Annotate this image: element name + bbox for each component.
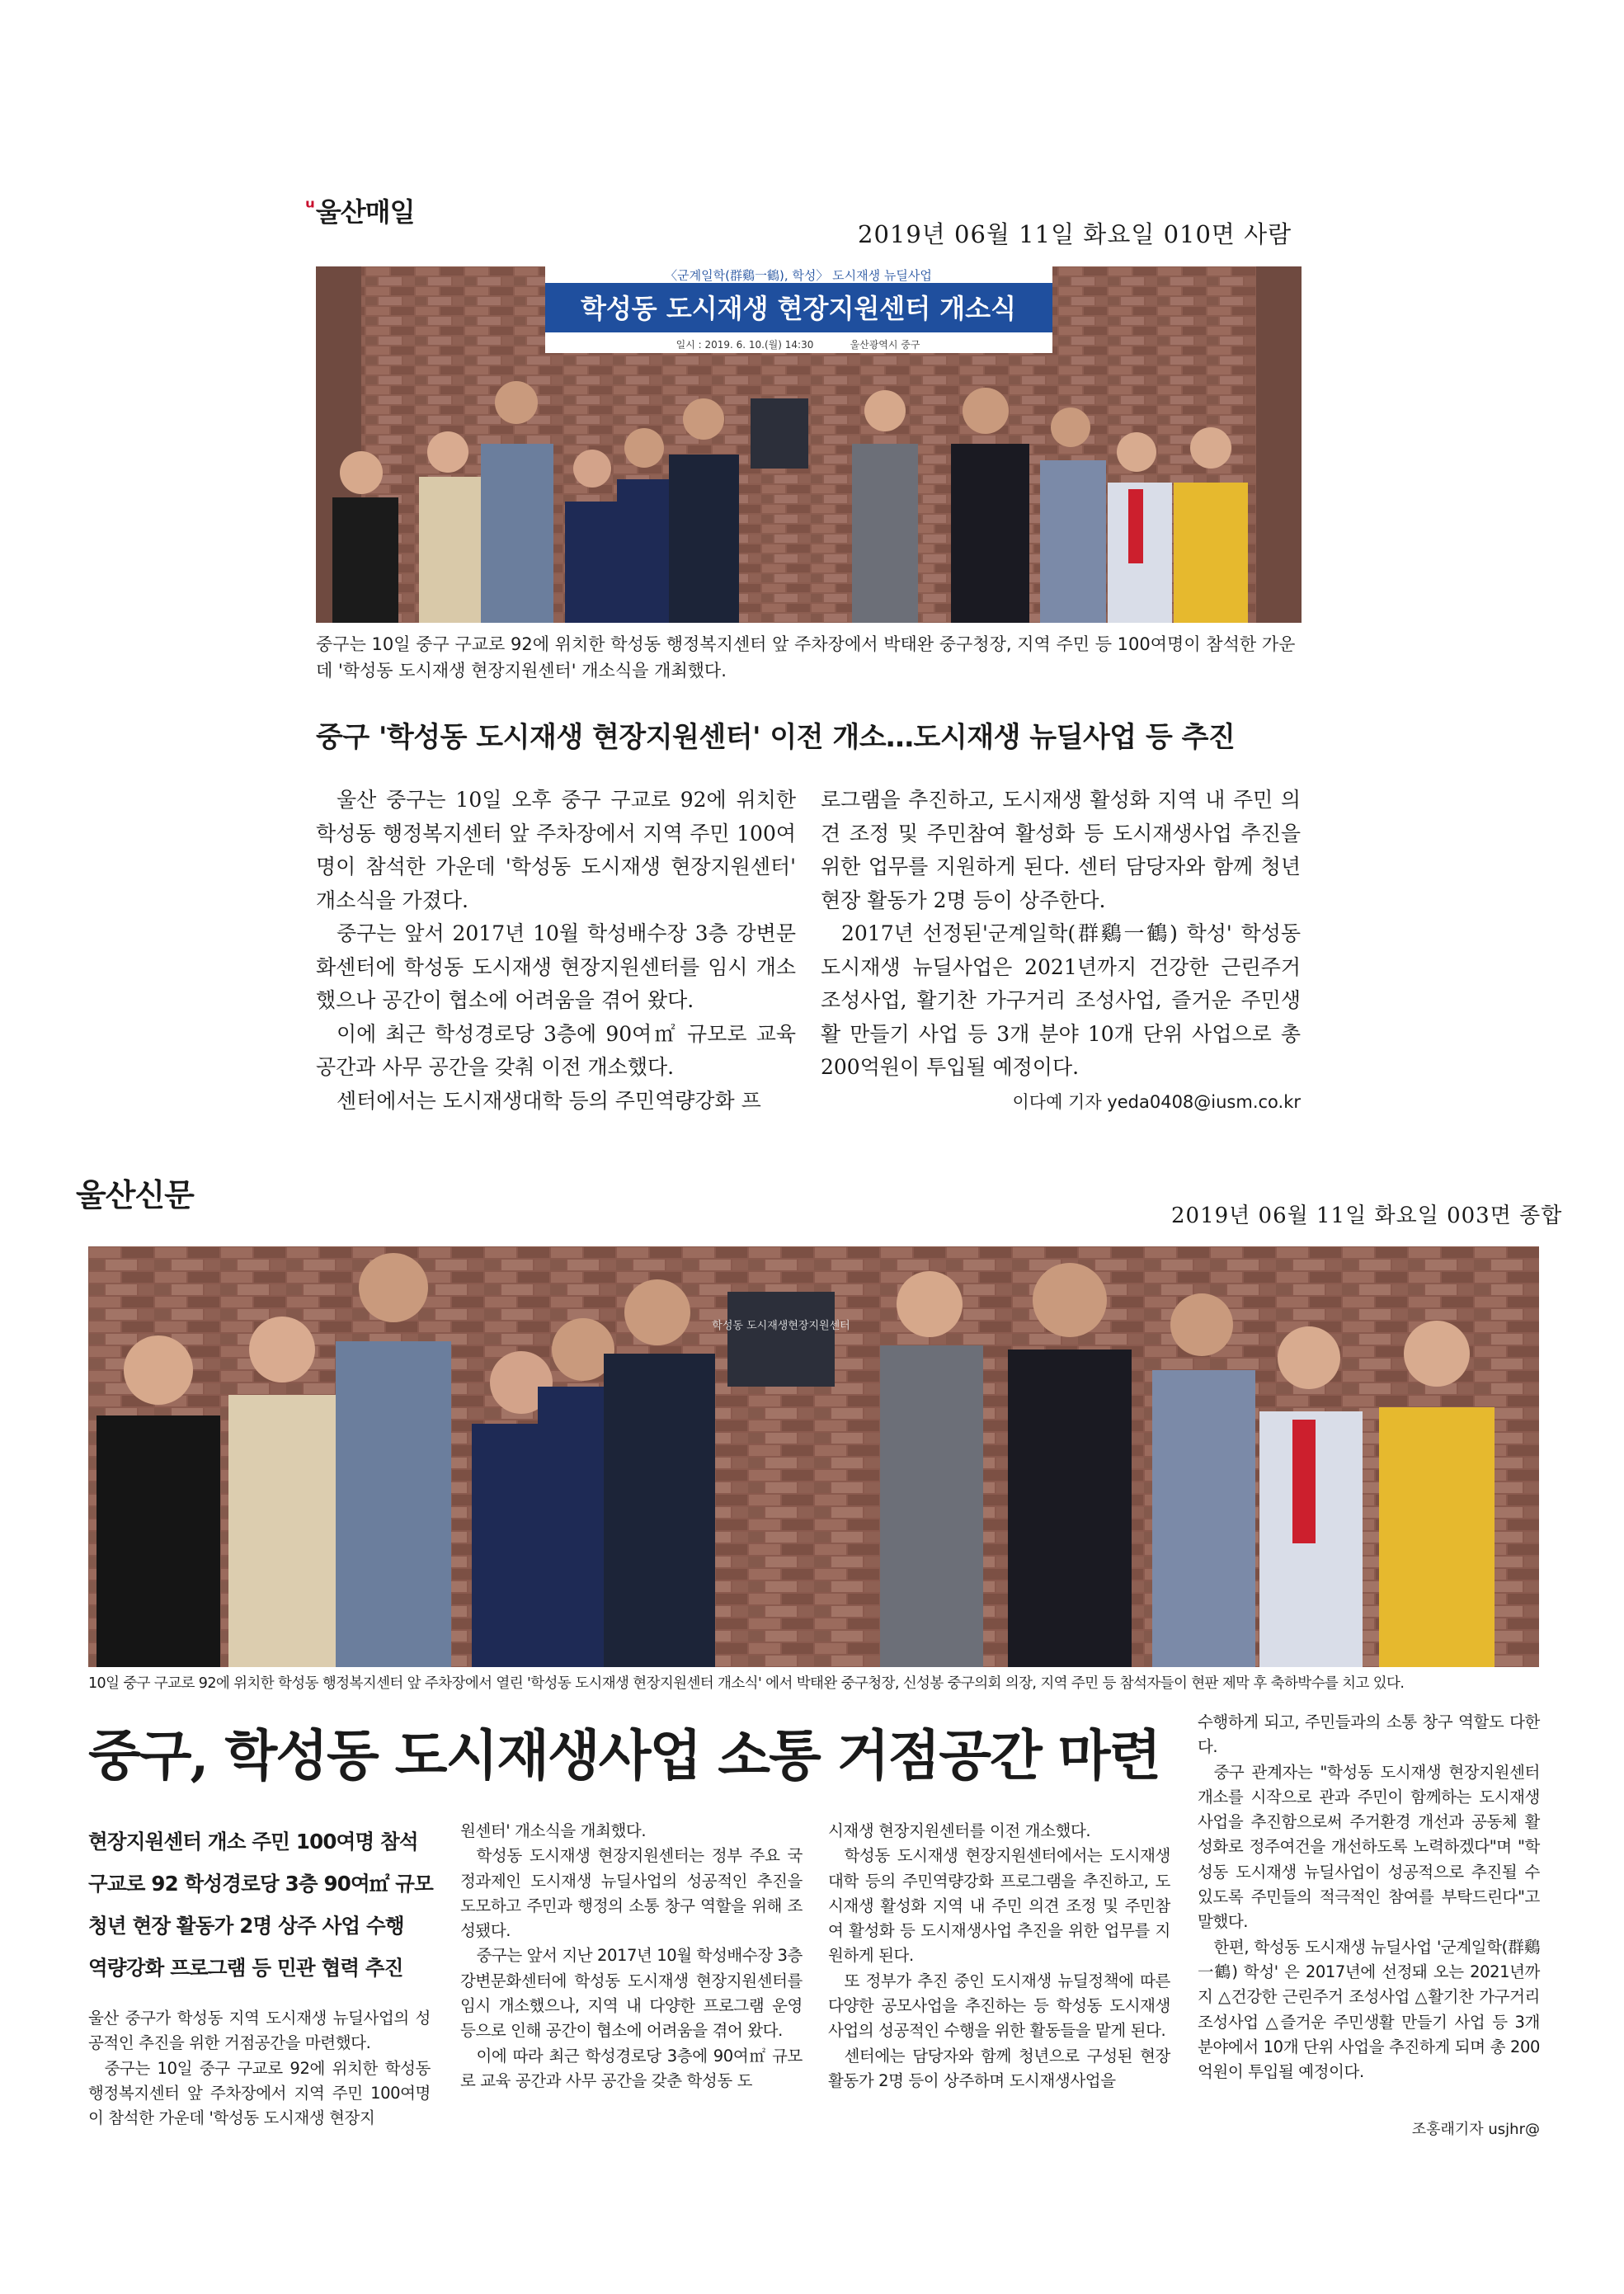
plaque-text: 학성동 도시재생현장지원센터 (712, 1320, 850, 1332)
paragraph: 이에 최근 학성경로당 3층에 90여㎡ 규모로 교육 공간과 사무 공간을 갖춰 이전 개소했다. (316, 1021, 796, 1079)
paragraph: 학성동 도시재생 현장지원센터에서는 도시재생대학 등의 주민역량강화 프로그램을 추진하고, 도시재생 활성화 지역 내 주민 의견 조정 및 주민참여 활성화 등 도시재생사업 추진을 위한 업무를 지원하게 된다. (828, 1846, 1170, 1966)
subhead: 현장지원센터 개소 주민 100여명 참석 (88, 1830, 418, 1854)
article2-headline: 중구, 학성동 도시재생사업 소통 거점공간 마련 (88, 1723, 1160, 1788)
article1-photo (316, 266, 1302, 623)
article2-column-2 (460, 1819, 803, 2094)
paragraph: 학성동 도시재생 현장지원센터는 정부 주요 국정과제인 도시재생 뉴딜사업의 성공적인 추진을 도모하고 주민과 행정의 소통 창구 역할을 위해 조성됐다. (460, 1846, 803, 1941)
paragraph: 울산 중구는 10일 오후 중구 구교로 92에 위치한 학성동 행정복지센터 앞 주차장에서 지역 주민 100여명이 참석한 가운데 '학성동 도시재생 현장지원센터' 개소식을 가졌다. (316, 788, 796, 912)
article1-photo-caption: 중구는 10일 중구 구교로 92에 위치한 학성동 행정복지센터 앞 주차장에서 박태완 중구청장, 지역 주민 등 100여명이 참석한 가운데 '학성동 도시재생 현장지원센터' 개소식을 개최했다. (316, 634, 1296, 681)
article2-byline: 조홍래기자 usjhr@ (1411, 2121, 1540, 2138)
paragraph: 수행하게 되고, 주민들과의 소통 창구 역할도 다한다. (1198, 1712, 1540, 1757)
paragraph: 원센터' 개소식을 개최했다. (460, 1821, 647, 1840)
paragraph: 2017년 선정된'군계일학(群鷄一鶴) 학성' 학성동 도시재생 뉴딜사업은 2021년까지 건강한 근린주거 조성사업, 활기찬 가구거리 조성사업, 즐거운 주민생활 만들기 사업 등 3개 분야 10개 단위 사업으로 총 200억원이 투입될 예정이다. (821, 921, 1301, 1079)
article2-date-line: 2019년 06월 11일 화요일 003면 종합 (1171, 1204, 1563, 1228)
subhead: 청년 현장 활동가 2명 상주 사업 수행 (88, 1914, 404, 1938)
paragraph: 시재생 현장지원센터를 이전 개소했다. (828, 1821, 1091, 1840)
article1-byline: 이다예 기자 yeda0408@iusm.co.kr (1012, 1092, 1301, 1112)
paragraph: 이에 따라 최근 학성경로당 3층에 90여㎡ 규모로 교육 공간과 사무 공간을 갖춘 학성동 도 (460, 2046, 803, 2090)
banner-org: 울산광역시 중구 (850, 339, 920, 351)
article2-subheads (88, 1821, 443, 1989)
paragraph: 울산 중구가 학성동 지역 도시재생 뉴딜사업의 성공적인 추진을 위한 거점공간을 마련했다. (88, 2009, 431, 2053)
article1-date-line: 2019년 06월 11일 화요일 010면 사람 (858, 220, 1292, 248)
subhead: 구교로 92 학성경로당 3층 90여㎡ 규모 (88, 1872, 433, 1896)
paragraph: 중구 관계자는 "학성동 도시재생 현장지원센터 개소를 시작으로 관과 주민이 함께하는 도시재생사업을 추진함으로써 주거환경 개선과 공동체 활성화로 정주여건을 개선하도록 노력하겠다"며 "학성동 도시재생 뉴딜사업이 성공적으로 추진될 수 있도록 주민들의 적극적인 참여를 부탁드린다"고 말했다. (1198, 1762, 1540, 1932)
banner-info: 일시 : 2019. 6. 10.(월) 14:30 (675, 339, 814, 351)
article2-photo-caption: 10일 중구 구교로 92에 위치한 학성동 행정복지센터 앞 주차장에서 열린 '학성동 도시재생 현장지원센터 개소식' 에서 박태완 중구청장, 신성봉 중구의회 의장, 지역 주민 등 참석자들이 현판 제막 후 축하박수를 치고 있다. (88, 1675, 1405, 1692)
article1-column-2 (821, 784, 1301, 1085)
article2-photo (88, 1246, 1539, 1667)
banner-title: 학성동 도시재생 현장지원센터 개소식 (580, 293, 1017, 324)
banner-subtitle: 〈군계일학(群鷄一鶴), 학성〉 도시재생 뉴딜사업 (665, 268, 932, 283)
article2-column-4 (1198, 1710, 1540, 2084)
ulsan-shinmun-logo: 울산신문 (76, 1177, 194, 1213)
article1-column-1 (316, 784, 796, 1118)
paragraph: 중구는 앞서 지난 2017년 10월 학성배수장 3층 강변문화센터에 학성동 도시재생 현장지원센터를 임시 개소했으나, 지역 내 다양한 프로그램 운영 등으로 인해 공간이 협소에 어려움을 겪어 왔다. (460, 1946, 803, 2041)
subhead: 역량강화 프로그램 등 민관 협력 추진 (88, 1956, 403, 1980)
logo-mark-icon: ᵘ (305, 195, 314, 220)
paragraph: 한편, 학성동 도시재생 뉴딜사업 '군계일학(群鷄一鶴) 학성' 은 2017년에 선정돼 오는 2021년까지 △건강한 근린주거 조성사업 △활기찬 가구거리 조성사업 △즐거운 주민생활 만들기 사업 등 3개 분야에서 10개 단위 사업을 추진하게 되며 총 200억원이 투입될 예정이다. (1198, 1937, 1540, 2082)
paragraph: 중구는 앞서 2017년 10월 학성배수장 3층 강변문화센터에 학성동 도시재생 현장지원센터를 임시 개소했으나 공간이 협소에 어려움을 겪어 왔다. (316, 921, 796, 1012)
paragraph: 또 정부가 추진 중인 도시재생 뉴딜정책에 따른 다양한 공모사업을 추진하는 등 학성동 도시재생 사업의 성공적인 수행을 위한 활동들을 맡게 된다. (828, 1971, 1170, 2041)
paragraph: 센터에는 담당자와 함께 청년으로 구성된 현장 활동가 2명 등이 상주하며 도시재생사업을 (828, 2046, 1170, 2090)
article1-headline: 중구 '학성동 도시재생 현장지원센터' 이전 개소…도시재생 뉴딜사업 등 추진 (316, 721, 1236, 754)
paragraph: 로그램을 추진하고, 도시재생 활성화 지역 내 주민 의견 조정 및 주민참여 활성화 등 도시재생사업 추진을 위한 업무를 지원하게 된다. 센터 담당자와 함께 청년 현장 활동가 2명 등이 상주한다. (821, 788, 1301, 912)
paragraph: 센터에서는 도시재생대학 등의 주민역량강화 프 (337, 1088, 761, 1113)
article2-column-1 (88, 2006, 431, 2131)
article2-column-3 (828, 1819, 1170, 2094)
ulsan-maeil-logo: $^ᵘ$울산매일 (305, 195, 415, 228)
paragraph: 중구는 10일 중구 구교로 92에 위치한 학성동 행정복지센터 앞 주차장에서 지역 주민 100여명이 참석한 가운데 '학성동 도시재생 현장지 (88, 2058, 431, 2128)
